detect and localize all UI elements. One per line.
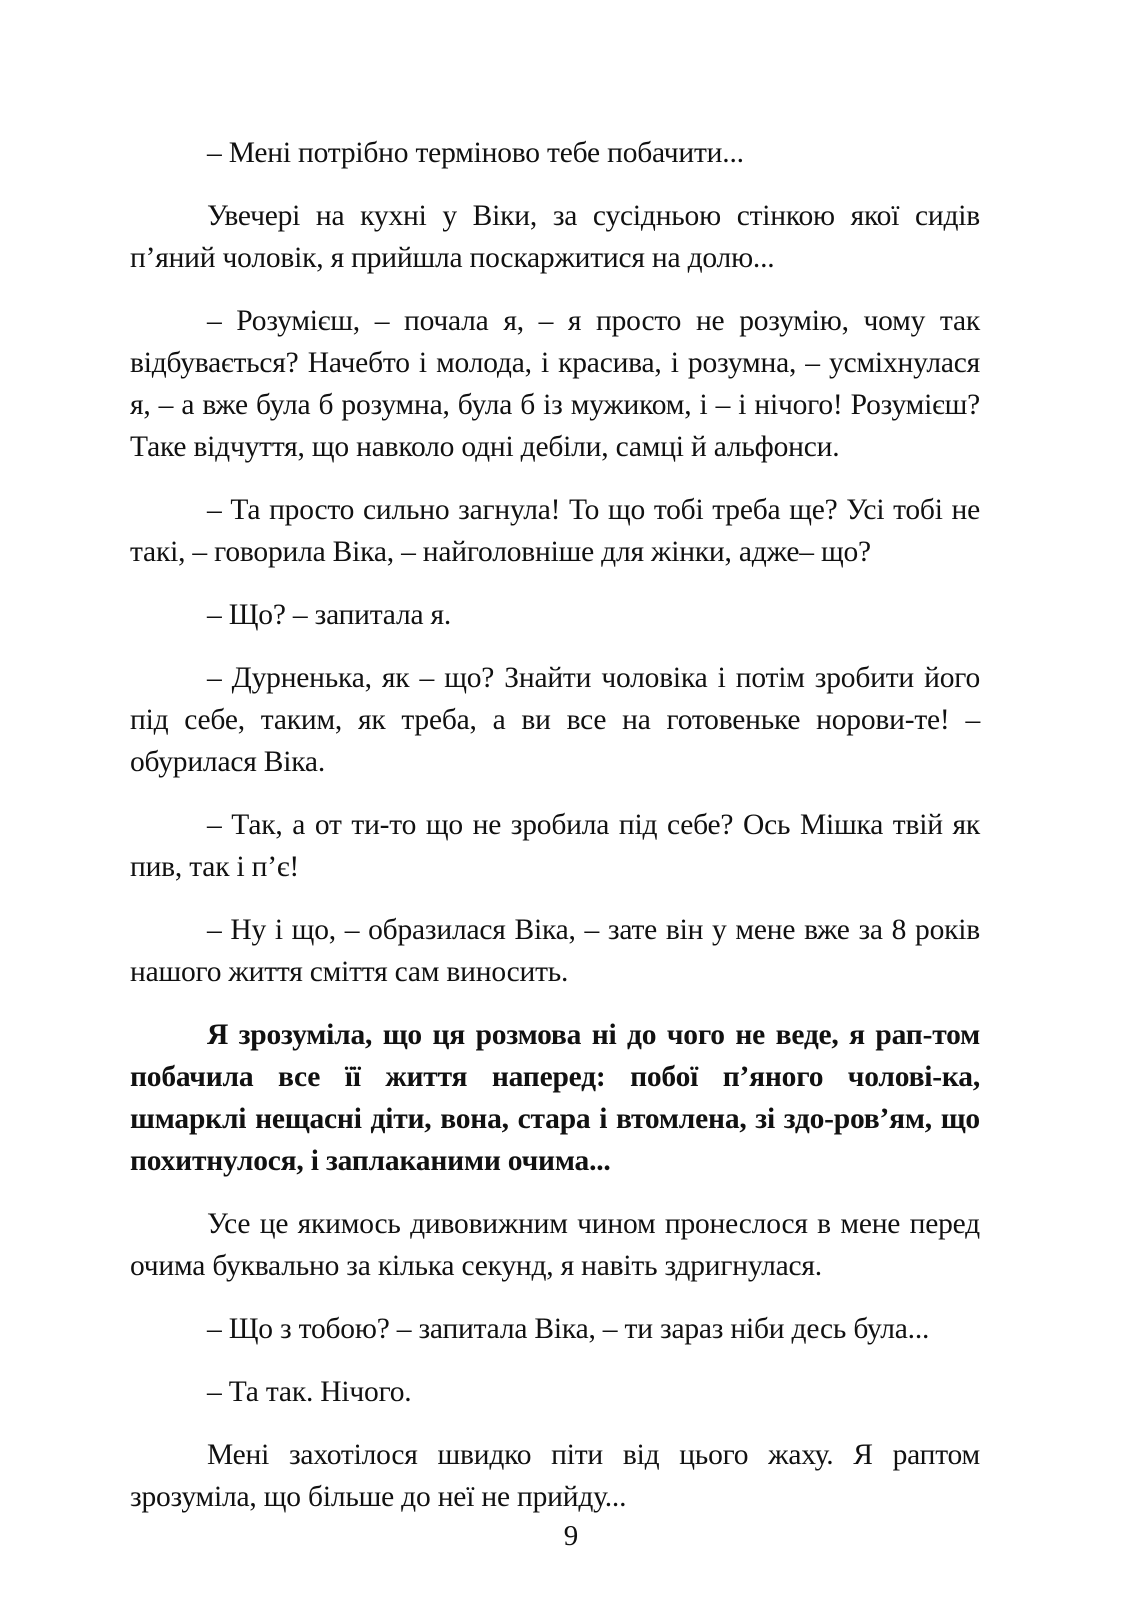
paragraph-10: Усе це якимось дивовижним чином пронеслося в мене перед очима буквально за кілька секунд, я навіть здригнулася. [130, 1208, 980, 1282]
paragraph-13: Мені захотілося швидко піти від цього жаху. Я раптом зрозуміла, що більше до неї не прийду... [130, 1439, 980, 1513]
paragraph-12: – Та так. Нічого. [207, 1376, 412, 1408]
paragraph-6: – Дурненька, як – що? Знайти чоловіка і потім зробити його під себе, таким, як треба, а ви все на готовеньке норови-те! – обурилася Віка. [130, 662, 980, 778]
paragraph-11: – Що з тобою? – запитала Віка, – ти зараз ніби десь була... [207, 1313, 930, 1345]
page-body [130, 132, 980, 1539]
paragraph-3: – Розумієш, – почала я, – я просто не розумію, чому так відбувається? Начебто і молода, і красива, і розумна, – усміхнулася я, – а вже була б розумна, була б із мужиком, і – і нічого! Розумієш? Таке відчуття, що навколо одні дебіли, самці й альфонси. [130, 305, 980, 463]
paragraph-1: – Мені потрібно терміново тебе побачити... [207, 137, 744, 169]
paragraph-4: – Та просто сильно загнула! То що тобі треба ще? Усі тобі не такі, – говорила Віка, – найголовніше для жінки, адже– що? [130, 494, 980, 568]
paragraph-2: Увечері на кухні у Віки, за сусідньою стінкою якої сидів п’яний чоловік, я прийшла поскаржитися на долю... [130, 200, 980, 274]
paragraph-5: – Що? – запитала я. [207, 599, 452, 631]
paragraph-8: – Ну і що, – образилася Віка, – зате він у мене вже за 8 років нашого життя сміття сам виносить. [130, 914, 980, 988]
paragraph-7: – Так, а от ти-то що не зробила під себе? Ось Мішка твій як пив, так і п’є! [130, 809, 980, 883]
page-number: 9 [563, 1520, 579, 1552]
paragraph-bold-highlight: Я зрозуміла, що ця розмова ні до чого не веде, я рап-том побачила все її життя наперед: побої п’яного чолові-ка, шмарклі нещасні діти, вона, стара і втомлена, зі здо-ров’ям, що похитнулося, і заплаканими очима... [130, 1019, 980, 1177]
